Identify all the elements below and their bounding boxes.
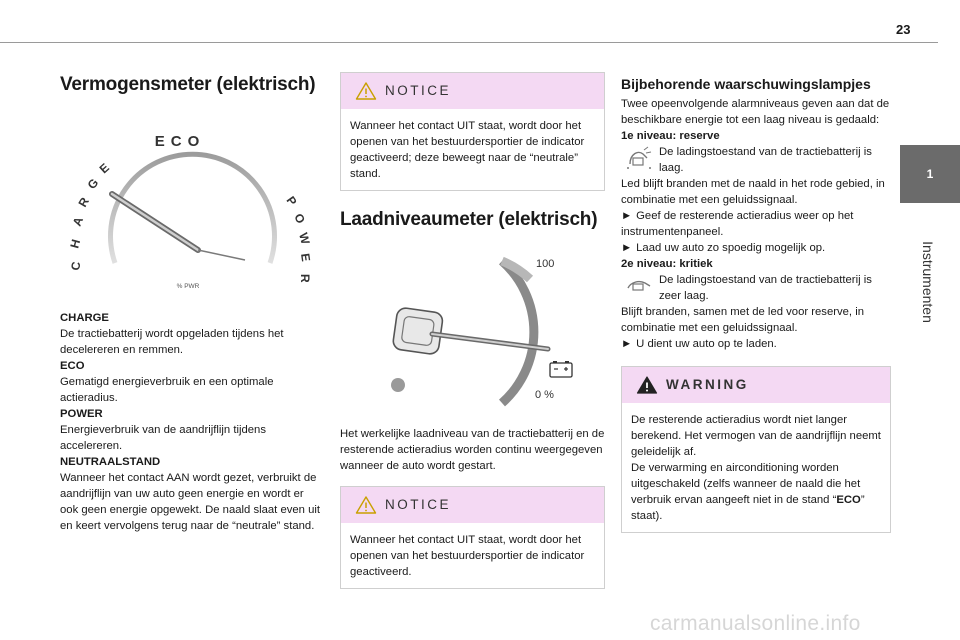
level1-action-2: ► Laad uw auto zo spoedig mogelijk op.	[621, 242, 826, 254]
neutral-heading: NEUTRAALSTAND	[60, 456, 161, 468]
column-warning-lights	[621, 76, 891, 533]
warning-text-2: De verwarming en airconditioning worden uitgeschakeld (zelfs wanneer de naald die het verbruik ervan aangeeft niet in de stand “ECO” staat).	[631, 462, 865, 522]
arrow-icon: ►	[621, 242, 633, 254]
power-letter: W	[296, 231, 313, 246]
level2-indicator	[621, 272, 891, 304]
level2-heading: 2e niveau: kritiek	[621, 258, 713, 270]
charge-letter: H	[67, 237, 84, 250]
notice-box-1	[340, 72, 605, 191]
low-level-indicator	[391, 378, 405, 392]
warning-intro: Twee opeenvolgende alarmniveaus geven aan dat de beschikbare energie tot een laag niveau is gedaald:	[621, 98, 890, 126]
critical-warning-icon	[625, 274, 653, 296]
section-title-warning-lights: Bijbehorende waarschuwingslampjes	[621, 76, 871, 92]
eco-heading: ECO	[60, 360, 85, 372]
arrow-icon: ►	[621, 210, 633, 222]
charge-level-gauge	[340, 239, 605, 414]
header-rule	[0, 42, 938, 43]
power-letter: R	[298, 274, 312, 283]
needle-hub-line	[198, 250, 245, 260]
battery-symbol-large	[392, 307, 443, 355]
level1-text: Led blijft branden met de naald in het rode gebied, in combinatie met een geluidssignaal.	[621, 178, 885, 206]
battery-icon	[550, 361, 572, 377]
warning-icon	[636, 375, 658, 395]
level1-icon-text: De ladingstoestand van de tractiebatterij is laag.	[659, 146, 872, 174]
charge-meter-text: Het werkelijke laadniveau van de tractiebatterij en de resterende actieradius worden continu weergegeven wanneer de auto wordt gestart.	[340, 428, 605, 472]
warning-title: WARNING	[666, 377, 749, 392]
arrow-icon: ►	[621, 338, 633, 350]
column-charge-meter	[340, 72, 605, 589]
section-title-charge-meter: Laadniveaumeter (elektrisch)	[340, 209, 598, 230]
notice-warning-icon	[355, 495, 377, 515]
notice-body-2	[341, 523, 604, 588]
charge-letter: C	[68, 260, 84, 272]
power-letter: E	[298, 252, 314, 263]
level2-icon-text: De ladingstoestand van de tractiebatterij is zeer laag.	[659, 274, 872, 302]
notice-title-1: NOTICE	[385, 83, 452, 98]
page-number: 23	[896, 22, 911, 37]
chapter-label-container	[916, 212, 940, 352]
notice-body-1	[341, 109, 604, 190]
warning-text-1: De resterende actieradius wordt niet langer berekend. Het vermogen van de aandrijflijn neemt geleidelijk af.	[631, 414, 881, 458]
section-title-power-meter: Vermogensmeter (elektrisch)	[60, 74, 316, 95]
level1-indicator	[621, 144, 891, 176]
notice-warning-icon	[355, 81, 377, 101]
power-text: Energieverbruik van de aandrijflijn tijdens accelereren.	[60, 424, 266, 452]
level2-text: Blijft branden, samen met de led voor reserve, in combinatie met een geluidssignaal.	[621, 306, 865, 334]
charge-letter: E	[96, 160, 112, 177]
charge-letter: R	[75, 194, 92, 210]
gauge-pwr-label: % PWR	[176, 283, 200, 290]
gauge-eco-label: ECO	[154, 133, 206, 150]
warning-header	[622, 367, 890, 403]
level1-heading: 1e niveau: reserve	[621, 130, 720, 142]
notice-header-1	[341, 73, 604, 109]
notice-header-2	[341, 487, 604, 523]
level2-action: ► U dient uw auto op te laden.	[621, 338, 777, 350]
power-heading: POWER	[60, 408, 103, 420]
charge-heading: CHARGE	[60, 312, 109, 324]
power-letter: O	[291, 211, 308, 226]
notice-text-1: Wanneer het contact UIT staat, wordt door het openen van het bestuurdersportier de indicator geactiveerd; deze beweegt naar de “neutrale” stand.	[350, 120, 585, 180]
gauge-min-label: 0 %	[535, 389, 554, 401]
eco-text: Gematigd energieverbruik en een optimale actieradius.	[60, 376, 274, 404]
gauge-max-label: 100	[536, 258, 555, 270]
level1-action-1: ► Geef de resterende actieradius weer op het instrumentenpaneel.	[621, 210, 854, 238]
warning-body	[622, 403, 890, 532]
warning-box	[621, 366, 891, 533]
charge-text: De tractiebatterij wordt opgeladen tijdens het decelereren en remmen.	[60, 328, 284, 356]
watermark: carmanualsonline.info	[650, 612, 861, 635]
chapter-tab[interactable]: 1	[900, 145, 960, 203]
power-letter: P	[283, 193, 300, 209]
gauge-charge-letters	[67, 160, 112, 271]
notice-text-2: Wanneer het contact UIT staat, wordt door het openen van het bestuurdersportier de indicator geactiveerd.	[350, 534, 585, 578]
charge-letter: G	[84, 175, 102, 192]
notice-title-2: NOTICE	[385, 497, 452, 512]
gauge-power-letters	[284, 194, 313, 283]
column-power-meter	[60, 70, 325, 534]
reserve-warning-icon	[625, 146, 653, 172]
charge-letter: A	[69, 214, 87, 229]
chapter-label: Instrumenten	[920, 241, 936, 323]
power-meter-gauge	[60, 98, 325, 298]
notice-box-2	[340, 486, 605, 589]
neutral-text: Wanneer het contact AAN wordt gezet, verbruikt de aandrijflijn van uw auto geen energie en wordt er ook geen energie opgewekt. De naald slaat even uit en keert vervolgens terug naar de “neutrale” stand.	[60, 472, 321, 532]
